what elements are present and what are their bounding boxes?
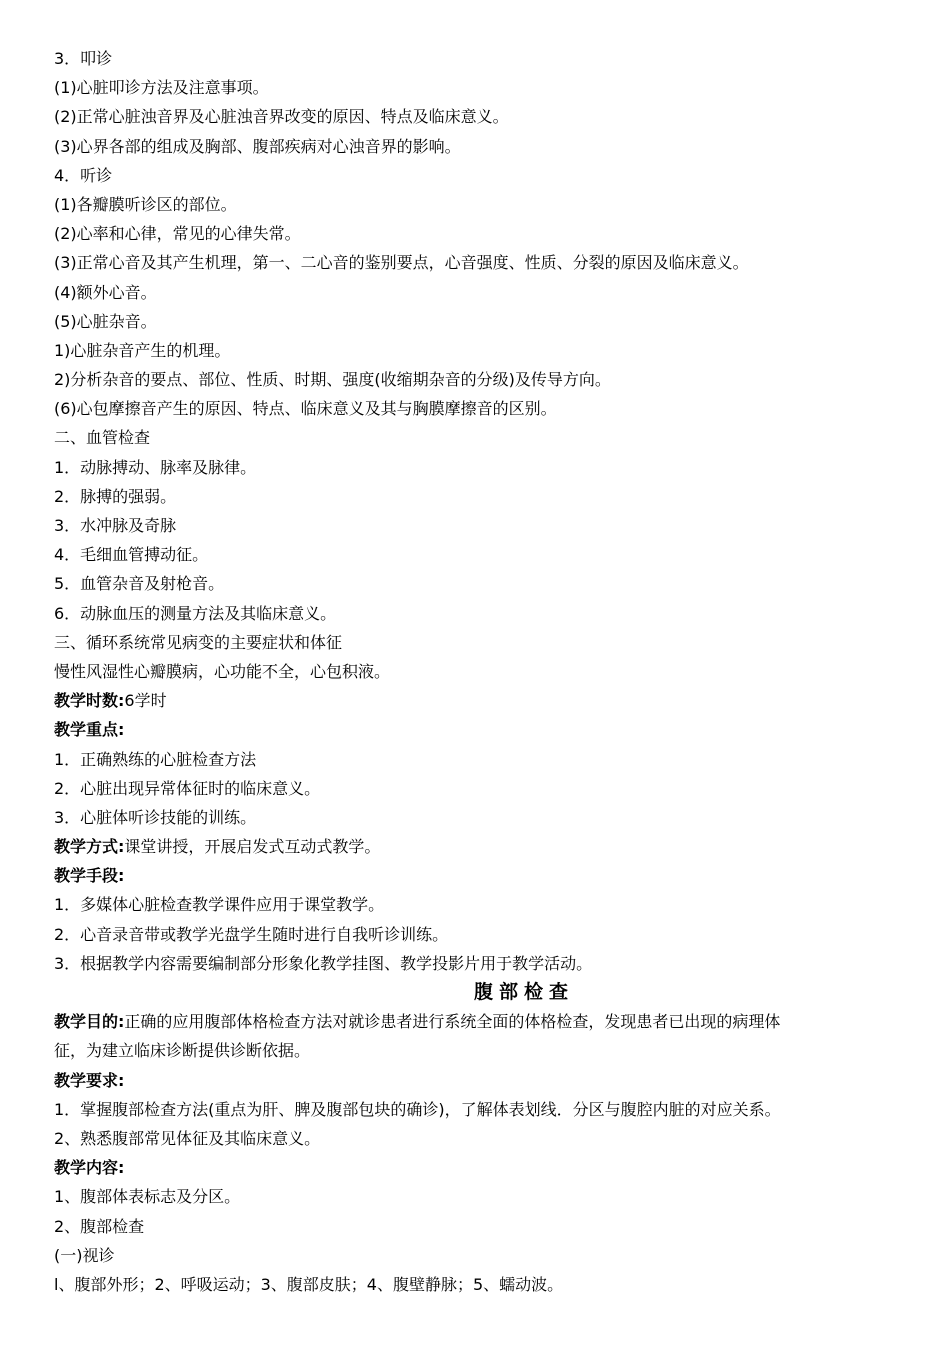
text-line: (1)各瓣膜听诊区的部位。	[54, 194, 237, 214]
text-line: 5．血管杂音及射枪音。	[54, 574, 225, 594]
text-line: (3)心界各部的组成及胸部、腹部疾病对心浊音界的影响。	[54, 136, 461, 156]
text-line: (3)正常心音及其产生机理，第一、二心音的鉴别要点，心音强度、性质、分裂的原因及临床意义。	[54, 253, 749, 273]
content-item: 2、腹部检查	[54, 1216, 145, 1236]
requirements-label: 教学要求:	[54, 1070, 125, 1090]
text-line: 6．动脉血压的测量方法及其临床意义。	[54, 603, 337, 623]
key-point-item: 2．心脏出现异常体征时的临床意义。	[54, 778, 321, 798]
section-heading-vessels: 二、血管检查	[54, 428, 151, 448]
teaching-hours-value: 6学时	[124, 691, 167, 711]
teaching-means-item: 3．根据教学内容需要编制部分形象化教学挂图、教学投影片用于教学活动。	[54, 953, 593, 973]
content-item: (一)视诊	[54, 1245, 115, 1265]
teaching-hours	[54, 686, 934, 715]
text-line: 2)分析杂音的要点、部位、性质、时期、强度(收缩期杂音的分级)及传导方向。	[54, 370, 611, 390]
text-line: (2)正常心脏浊音界及心脏浊音界改变的原因、特点及临床意义。	[54, 107, 509, 127]
teaching-method-value: 课堂讲授，开展启发式互动式教学。	[124, 837, 381, 857]
requirement-item: 2、熟悉腹部常见体征及其临床意义。	[54, 1128, 321, 1148]
key-points-label: 教学重点:	[54, 720, 125, 740]
text-line: 1．动脉搏动、脉率及脉律。	[54, 457, 257, 477]
content-item: 1、腹部体表标志及分区。	[54, 1187, 241, 1207]
text-line: (5)心脏杂音。	[54, 311, 157, 331]
teaching-purpose-label: 教学目的:	[54, 1012, 125, 1032]
section-heading-circulation: 三、循环系统常见病变的主要症状和体征	[54, 632, 343, 652]
teaching-means-item: 1．多媒体心脏检查教学课件应用于课堂教学。	[54, 895, 385, 915]
teaching-means-item: 2．心音录音带或教学光盘学生随时进行自我听诊训练。	[54, 924, 449, 944]
text-line: 3．水冲脉及奇脉	[54, 516, 177, 535]
text-line: (2)心率和心律，常见的心律失常。	[54, 224, 301, 244]
requirement-item: 1．掌握腹部检查方法(重点为肝、脾及腹部包块的确诊)，了解体表划线．分区与腹腔内脏的对应关系。	[54, 1099, 781, 1119]
teaching-purpose	[54, 1007, 934, 1036]
text-line: 4．听诊	[54, 165, 113, 185]
text-line: (1)心脏叩诊方法及注意事项。	[54, 78, 269, 98]
text-line: 1)心脏杂音产生的机理。	[54, 340, 231, 360]
teaching-hours-label: 教学时数:	[54, 691, 125, 711]
text-line: (6)心包摩擦音产生的原因、特点、临床意义及其与胸膜摩擦音的区别。	[54, 399, 557, 419]
teaching-purpose-value: 正确的应用腹部体格检查方法对就诊患者进行系统全面的体格检查，发现患者已出现的病理体	[124, 1012, 781, 1032]
text-line: 2．脉搏的强弱。	[54, 486, 177, 506]
document-body	[54, 44, 934, 1299]
section-title: 腹部检查	[473, 981, 574, 1003]
teaching-method	[54, 832, 934, 861]
text-line: 3．叩诊	[54, 49, 113, 68]
teaching-means-label: 教学手段:	[54, 866, 125, 886]
text-line: (4)额外心音。	[54, 282, 157, 302]
content-label: 教学内容:	[54, 1158, 125, 1178]
key-point-item: 1．正确熟练的心脏检查方法	[54, 749, 257, 769]
content-item: l、腹部外形；2、呼吸运动；3、腹部皮肤；4、腹壁静脉；5、蠕动波。	[54, 1274, 564, 1294]
teaching-purpose-continuation: 征，为建立临床诊断提供诊断依据。	[54, 1041, 311, 1061]
teaching-method-label: 教学方式:	[54, 837, 125, 857]
text-line: 慢性风湿性心瓣膜病，心功能不全，心包积液。	[54, 661, 391, 681]
text-line: 4．毛细血管搏动征。	[54, 545, 209, 565]
key-point-item: 3．心脏体听诊技能的训练。	[54, 807, 257, 827]
